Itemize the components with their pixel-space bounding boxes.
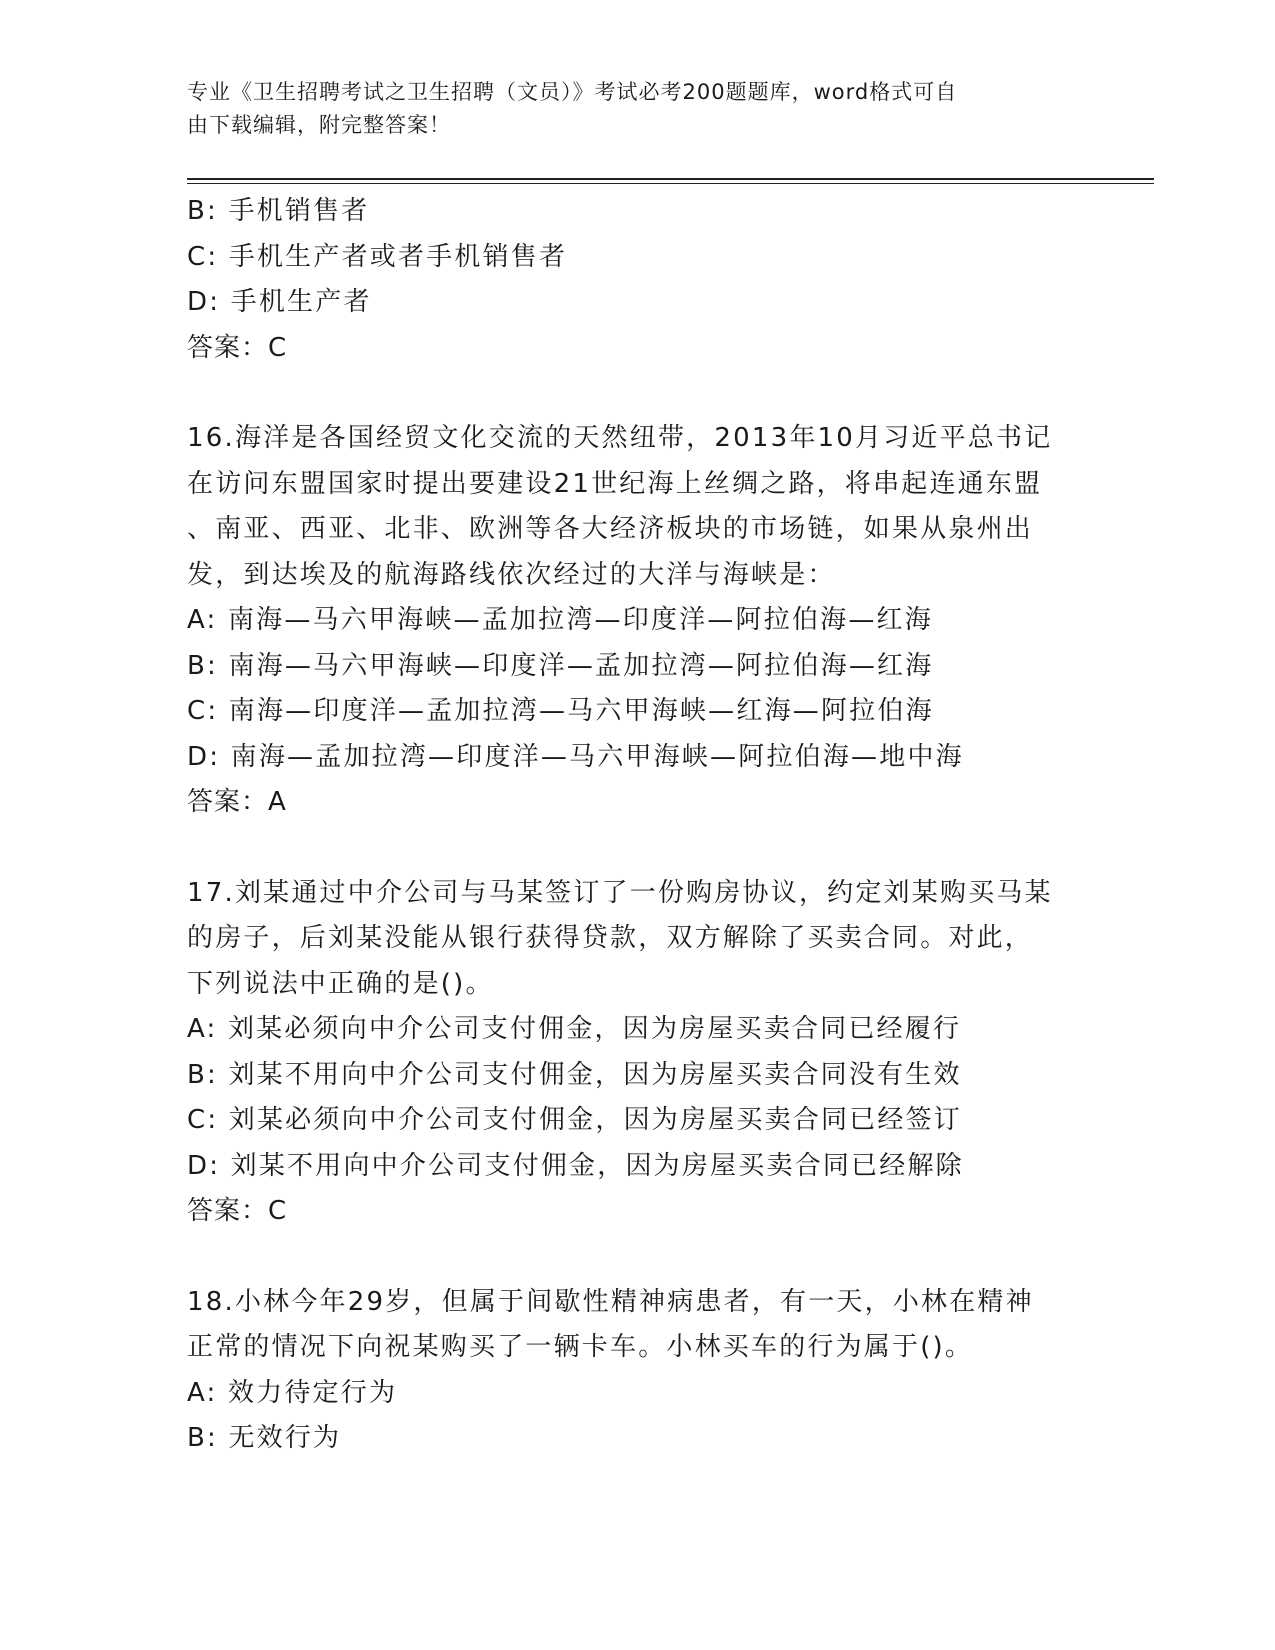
answer: 答案：C [187, 332, 288, 363]
option-b: B: 无效行为 [187, 1423, 342, 1453]
option-a: A: 南海—马六甲海峡—孟加拉湾—印度洋—阿拉伯海—红海 [187, 605, 933, 635]
option-d: D: 刘某不用向中介公司支付佣金，因为房屋买卖合同已经解除 [187, 1150, 964, 1181]
question-stem-line: 正常的情况下向祝某购买了一辆卡车。小林买车的行为属于()。 [187, 1332, 974, 1362]
answer: 答案：C [187, 1196, 288, 1226]
option-d: D: 手机生产者 [187, 287, 372, 317]
option-c: C: 南海—印度洋—孟加拉湾—马六甲海峡—红海—阿拉伯海 [187, 696, 934, 726]
question-stem-line: 17.刘某通过中介公司与马某签订了一份购房协议，约定刘某购买马某 [187, 877, 1053, 908]
question-stem-line: 发，到达埃及的航海路线依次经过的大洋与海峡是： [187, 559, 836, 590]
question-17 [187, 871, 1087, 1235]
option-b: B: 刘某不用向中介公司支付佣金，因为房屋买卖合同没有生效 [187, 1059, 962, 1090]
option-b: B: 南海—马六甲海峡—印度洋—孟加拉湾—阿拉伯海—红海 [187, 650, 934, 681]
option-c: C: 刘某必须向中介公司支付佣金，因为房屋买卖合同已经签订 [187, 1105, 962, 1135]
question-18 [187, 1280, 1087, 1462]
question-stem-line: 18.小林今年29岁，但属于间歇性精神病患者，有一天，小林在精神 [187, 1286, 1034, 1317]
option-a: A: 刘某必须向中介公司支付佣金，因为房屋买卖合同已经履行 [187, 1014, 962, 1044]
option-c: C: 手机生产者或者手机销售者 [187, 241, 568, 272]
question-16 [187, 416, 1087, 826]
answer: 答案：A [187, 787, 287, 817]
option-a: A: 效力待定行为 [187, 1377, 398, 1408]
question-stem-line: 16.海洋是各国经贸文化交流的天然纽带，2013年10月习近平总书记 [187, 423, 1053, 453]
question-stem-line: 、南亚、西亚、北非、欧洲等各大经济板块的市场链，如果从泉州出 [187, 514, 1034, 544]
question-stem-line: 在访问东盟国家时提出要建设21世纪海上丝绸之路，将串起连通东盟 [187, 468, 1043, 499]
header-divider-thick [187, 178, 1154, 180]
question-list [187, 189, 1087, 1462]
question-15-continued [187, 189, 1087, 371]
page-header [187, 76, 1067, 142]
question-stem-line: 的房子，后刘某没能从银行获得贷款，双方解除了买卖合同。对此， [187, 923, 1034, 953]
option-b: B: 手机销售者 [187, 196, 370, 226]
header-line-1: 专业《卫生招聘考试之卫生招聘（文员）》考试必考200题题库，word格式可自 [187, 80, 958, 104]
question-stem-line: 下列说法中正确的是()。 [187, 968, 494, 999]
option-d: D: 南海—孟加拉湾—印度洋—马六甲海峡—阿拉伯海—地中海 [187, 741, 964, 772]
header-line-2: 由下载编辑，附完整答案！ [187, 113, 451, 137]
header-divider-thin [187, 183, 1154, 184]
